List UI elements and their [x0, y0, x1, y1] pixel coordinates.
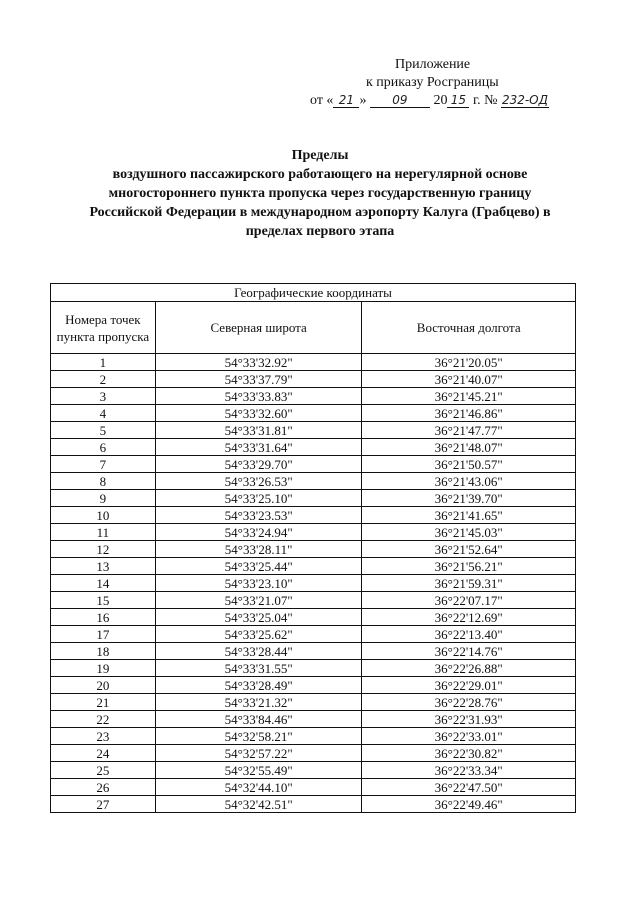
longitude-cell: 36°22'12.69" — [362, 609, 576, 626]
table-row — [51, 711, 576, 728]
point-number-cell: 3 — [51, 388, 156, 405]
point-number-cell: 11 — [51, 524, 156, 541]
table-row — [51, 575, 576, 592]
longitude-cell: 36°21'47.77" — [362, 422, 576, 439]
longitude-cell: 36°21'41.65" — [362, 507, 576, 524]
date-year: 15 — [447, 93, 469, 108]
table-row — [51, 405, 576, 422]
point-number-cell: 24 — [51, 745, 156, 762]
table-row — [51, 507, 576, 524]
title-line-4: Российской Федерации в международном аэропорту Калуга (Грабцево) в — [89, 205, 551, 220]
latitude-cell: 54°32'42.51" — [155, 796, 362, 813]
latitude-cell: 54°33'28.49" — [155, 677, 362, 694]
latitude-cell: 54°33'32.92" — [155, 354, 362, 371]
longitude-cell: 36°21'48.07" — [362, 439, 576, 456]
longitude-cell: 36°22'07.17" — [362, 592, 576, 609]
appendix-title: Приложение — [395, 57, 471, 72]
longitude-cell: 36°21'40.07" — [362, 371, 576, 388]
point-number-cell: 9 — [51, 490, 156, 507]
point-number-cell: 13 — [51, 558, 156, 575]
geo-coordinates-header: Географические координаты — [51, 284, 576, 302]
latitude-cell: 54°33'26.53" — [155, 473, 362, 490]
table-row — [51, 473, 576, 490]
appendix-date-line — [300, 92, 560, 110]
longitude-cell: 36°22'26.88" — [362, 660, 576, 677]
appendix-order-ref: к приказу Росграницы — [366, 75, 499, 90]
longitude-cell: 36°22'13.40" — [362, 626, 576, 643]
latitude-cell: 54°33'21.07" — [155, 592, 362, 609]
latitude-cell: 54°33'32.60" — [155, 405, 362, 422]
coordinates-table — [50, 283, 576, 813]
longitude-cell: 36°22'14.76" — [362, 643, 576, 660]
column-header-longitude: Восточная долгота — [362, 302, 576, 354]
order-number: 232-ОД — [501, 93, 548, 107]
table-row — [51, 677, 576, 694]
longitude-cell: 36°22'30.82" — [362, 745, 576, 762]
date-day: 21 — [333, 93, 359, 108]
document-title — [40, 146, 600, 241]
latitude-cell: 54°33'28.11" — [155, 541, 362, 558]
longitude-cell: 36°22'29.01" — [362, 677, 576, 694]
point-number-cell: 14 — [51, 575, 156, 592]
latitude-cell: 54°33'84.46" — [155, 711, 362, 728]
longitude-cell: 36°22'33.01" — [362, 728, 576, 745]
table-row — [51, 524, 576, 541]
latitude-cell: 54°33'31.64" — [155, 439, 362, 456]
point-number-cell: 27 — [51, 796, 156, 813]
table-row — [51, 779, 576, 796]
date-prefix: от « — [310, 93, 334, 108]
latitude-cell: 54°33'23.10" — [155, 575, 362, 592]
latitude-cell: 54°32'57.22" — [155, 745, 362, 762]
longitude-cell: 36°22'47.50" — [362, 779, 576, 796]
point-number-cell: 26 — [51, 779, 156, 796]
table-row — [51, 490, 576, 507]
title-line-3: многостороннего пункта пропуска через государственную границу — [108, 186, 532, 201]
table-row — [51, 643, 576, 660]
table-row — [51, 541, 576, 558]
latitude-cell: 54°33'24.94" — [155, 524, 362, 541]
point-number-cell: 1 — [51, 354, 156, 371]
latitude-cell: 54°33'25.62" — [155, 626, 362, 643]
point-number-cell: 2 — [51, 371, 156, 388]
point-number-cell: 18 — [51, 643, 156, 660]
longitude-cell: 36°21'56.21" — [362, 558, 576, 575]
point-number-cell: 25 — [51, 762, 156, 779]
title-line-5: пределах первого этапа — [245, 224, 395, 239]
table-row — [51, 609, 576, 626]
point-number-cell: 17 — [51, 626, 156, 643]
latitude-cell: 54°33'28.44" — [155, 643, 362, 660]
longitude-cell: 36°22'28.76" — [362, 694, 576, 711]
latitude-cell: 54°33'25.04" — [155, 609, 362, 626]
date-month: 09 — [370, 93, 430, 108]
longitude-cell: 36°21'20.05" — [362, 354, 576, 371]
table-row — [51, 762, 576, 779]
appendix-block — [300, 56, 560, 110]
point-number-cell: 6 — [51, 439, 156, 456]
table-row — [51, 745, 576, 762]
table-row — [51, 592, 576, 609]
point-number-cell: 16 — [51, 609, 156, 626]
point-number-cell: 8 — [51, 473, 156, 490]
table-row — [51, 796, 576, 813]
title-line-2: воздушного пассажирского работающего на нерегулярной основе — [112, 167, 528, 182]
point-number-cell: 7 — [51, 456, 156, 473]
latitude-cell: 54°32'58.21" — [155, 728, 362, 745]
number-prefix: г. № — [472, 93, 498, 108]
point-number-cell: 5 — [51, 422, 156, 439]
title-line-1: Пределы — [291, 148, 349, 163]
longitude-cell: 36°22'49.46" — [362, 796, 576, 813]
table-row — [51, 456, 576, 473]
longitude-cell: 36°21'45.21" — [362, 388, 576, 405]
point-number-cell: 21 — [51, 694, 156, 711]
point-number-cell: 15 — [51, 592, 156, 609]
table-row — [51, 388, 576, 405]
table-row — [51, 422, 576, 439]
latitude-cell: 54°33'37.79" — [155, 371, 362, 388]
date-year-prefix: 20 — [433, 93, 448, 108]
longitude-cell: 36°21'45.03" — [362, 524, 576, 541]
table-row — [51, 439, 576, 456]
latitude-cell: 54°33'29.70" — [155, 456, 362, 473]
table-row — [51, 558, 576, 575]
longitude-cell: 36°21'50.57" — [362, 456, 576, 473]
latitude-cell: 54°33'21.32" — [155, 694, 362, 711]
longitude-cell: 36°21'46.86" — [362, 405, 576, 422]
longitude-cell: 36°21'52.64" — [362, 541, 576, 558]
latitude-cell: 54°33'31.81" — [155, 422, 362, 439]
table-row — [51, 371, 576, 388]
point-number-cell: 4 — [51, 405, 156, 422]
point-number-cell: 23 — [51, 728, 156, 745]
latitude-cell: 54°33'25.10" — [155, 490, 362, 507]
point-number-cell: 19 — [51, 660, 156, 677]
longitude-cell: 36°22'31.93" — [362, 711, 576, 728]
coordinates-rows — [51, 354, 576, 813]
longitude-cell: 36°21'43.06" — [362, 473, 576, 490]
longitude-cell: 36°22'33.34" — [362, 762, 576, 779]
point-number-cell: 10 — [51, 507, 156, 524]
latitude-cell: 54°32'44.10" — [155, 779, 362, 796]
table-row — [51, 626, 576, 643]
point-number-cell: 20 — [51, 677, 156, 694]
date-mid: » — [359, 93, 367, 108]
table-row — [51, 694, 576, 711]
latitude-cell: 54°33'25.44" — [155, 558, 362, 575]
latitude-cell: 54°33'33.83" — [155, 388, 362, 405]
table-row — [51, 728, 576, 745]
point-number-cell: 22 — [51, 711, 156, 728]
longitude-cell: 36°21'59.31" — [362, 575, 576, 592]
latitude-cell: 54°33'23.53" — [155, 507, 362, 524]
latitude-cell: 54°32'55.49" — [155, 762, 362, 779]
longitude-cell: 36°21'39.70" — [362, 490, 576, 507]
point-number-cell: 12 — [51, 541, 156, 558]
table-row — [51, 354, 576, 371]
latitude-cell: 54°33'31.55" — [155, 660, 362, 677]
column-header-point-number: Номера точек пункта пропуска — [51, 302, 156, 354]
column-header-latitude: Северная широта — [155, 302, 362, 354]
table-row — [51, 660, 576, 677]
